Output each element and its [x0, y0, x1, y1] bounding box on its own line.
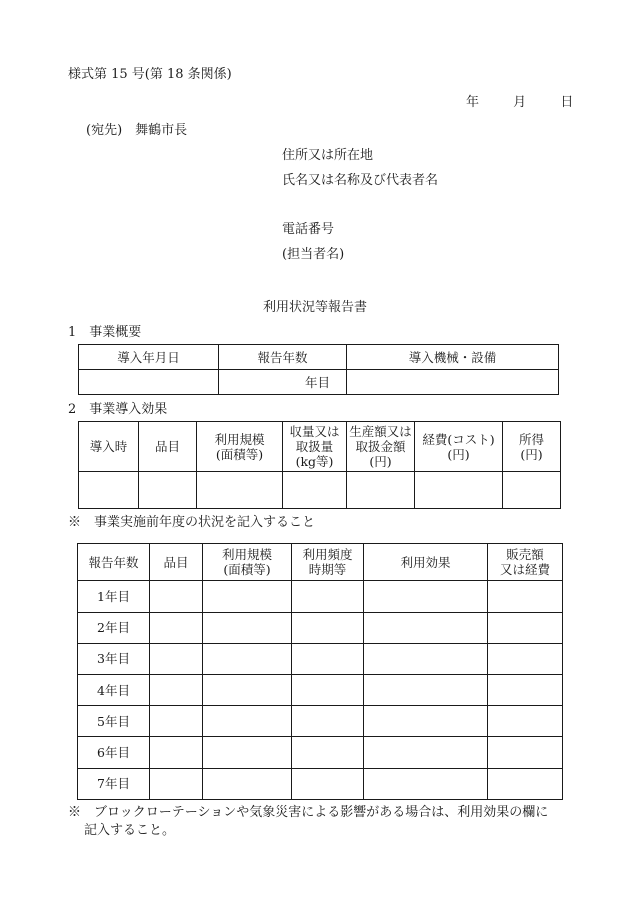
report-table [77, 543, 563, 800]
report-cell [203, 674, 292, 705]
table-row [78, 768, 563, 799]
header-usage-frequency: 利用頻度 時期等 [292, 544, 364, 581]
date-line [466, 96, 573, 109]
report-cell [150, 674, 203, 705]
report-cell [150, 581, 203, 612]
section2-heading: 2 事業導入効果 [68, 402, 168, 417]
table-row [78, 581, 563, 612]
report-cell [364, 737, 488, 768]
report-cell [488, 737, 563, 768]
row-year-label: 7年目 [78, 768, 150, 799]
header-report-year: 報告年数 [78, 544, 150, 581]
report-cell [488, 706, 563, 737]
report-cell [203, 581, 292, 612]
report-cell [203, 706, 292, 737]
cell-report-years: 年目 [219, 370, 347, 395]
header-at-introduction: 導入時 [79, 422, 139, 472]
header-usage-scale: 利用規模 (面積等) [203, 544, 292, 581]
report-cell [292, 612, 364, 643]
row-year-label: 4年目 [78, 674, 150, 705]
table-row [78, 643, 563, 674]
header-income: 所得 (円) [503, 422, 561, 472]
report-cell [203, 643, 292, 674]
report-cell [488, 674, 563, 705]
cell-intro-date [79, 370, 219, 395]
effect-table [78, 421, 561, 509]
footer-note-line1: ※ ブロックローテーションや気象災害による影響がある場合は、利用効果の欄に [68, 805, 549, 820]
effect-cell [283, 472, 347, 509]
table-row [78, 612, 563, 643]
overview-table [78, 344, 559, 395]
effect-cell [79, 472, 139, 509]
address-label: 住所又は所在地 [282, 148, 374, 163]
report-cell [292, 581, 364, 612]
report-cell [203, 737, 292, 768]
effect-cell [503, 472, 561, 509]
section1-heading: 1 事業概要 [68, 325, 142, 340]
report-cell [150, 706, 203, 737]
report-cell [364, 612, 488, 643]
table-row [78, 737, 563, 768]
report-cell [150, 737, 203, 768]
effect-cell [347, 472, 415, 509]
date-year: 年 [466, 95, 480, 110]
name-label: 氏名又は名称及び代表者名 [282, 173, 439, 188]
row-year-label: 3年目 [78, 643, 150, 674]
report-cell [292, 643, 364, 674]
report-cell [364, 643, 488, 674]
header-equipment: 導入機械・設備 [347, 345, 559, 370]
report-cell [150, 643, 203, 674]
report-cell [203, 612, 292, 643]
header-production-value: 生産額又は 取扱金額 (円) [347, 422, 415, 472]
report-cell [292, 674, 364, 705]
row-year-label: 5年目 [78, 706, 150, 737]
header-item: 品目 [150, 544, 203, 581]
table-row [78, 706, 563, 737]
report-cell [364, 768, 488, 799]
report-cell [488, 643, 563, 674]
report-cell [488, 581, 563, 612]
cell-equipment [347, 370, 559, 395]
footer-note-line2: 記入すること。 [84, 823, 176, 838]
header-usage-effect: 利用効果 [364, 544, 488, 581]
report-cell [488, 612, 563, 643]
phone-label: 電話番号 [282, 222, 335, 237]
date-month: 月 [513, 95, 527, 110]
header-yield: 収量又は 取扱量 (kg等) [283, 422, 347, 472]
addressee: (宛先) 舞鶴市長 [86, 123, 188, 138]
header-report-years: 報告年数 [219, 345, 347, 370]
report-cell [203, 768, 292, 799]
effect-cell [415, 472, 503, 509]
header-cost: 経費(コスト) (円) [415, 422, 503, 472]
header-sales-or-cost: 販売額 又は経費 [488, 544, 563, 581]
header-usage-scale: 利用規模 (面積等) [197, 422, 283, 472]
report-cell [150, 612, 203, 643]
header-item: 品目 [139, 422, 197, 472]
report-cell [292, 768, 364, 799]
table-row [78, 674, 563, 705]
header-intro-date: 導入年月日 [79, 345, 219, 370]
row-year-label: 2年目 [78, 612, 150, 643]
report-cell [364, 706, 488, 737]
report-cell [292, 737, 364, 768]
page-title: 利用状況等報告書 [263, 300, 368, 315]
report-cell [364, 674, 488, 705]
row-year-label: 6年目 [78, 737, 150, 768]
contact-label: (担当者名) [282, 247, 345, 262]
report-cell [292, 706, 364, 737]
report-cell [364, 581, 488, 612]
report-cell [488, 768, 563, 799]
date-day: 日 [560, 95, 574, 110]
row-year-label: 1年目 [78, 581, 150, 612]
effect-cell [197, 472, 283, 509]
report-cell [150, 768, 203, 799]
section2-note: ※ 事業実施前年度の状況を記入すること [68, 515, 316, 530]
form-number: 様式第 15 号(第 18 条関係) [68, 67, 232, 82]
effect-cell [139, 472, 197, 509]
